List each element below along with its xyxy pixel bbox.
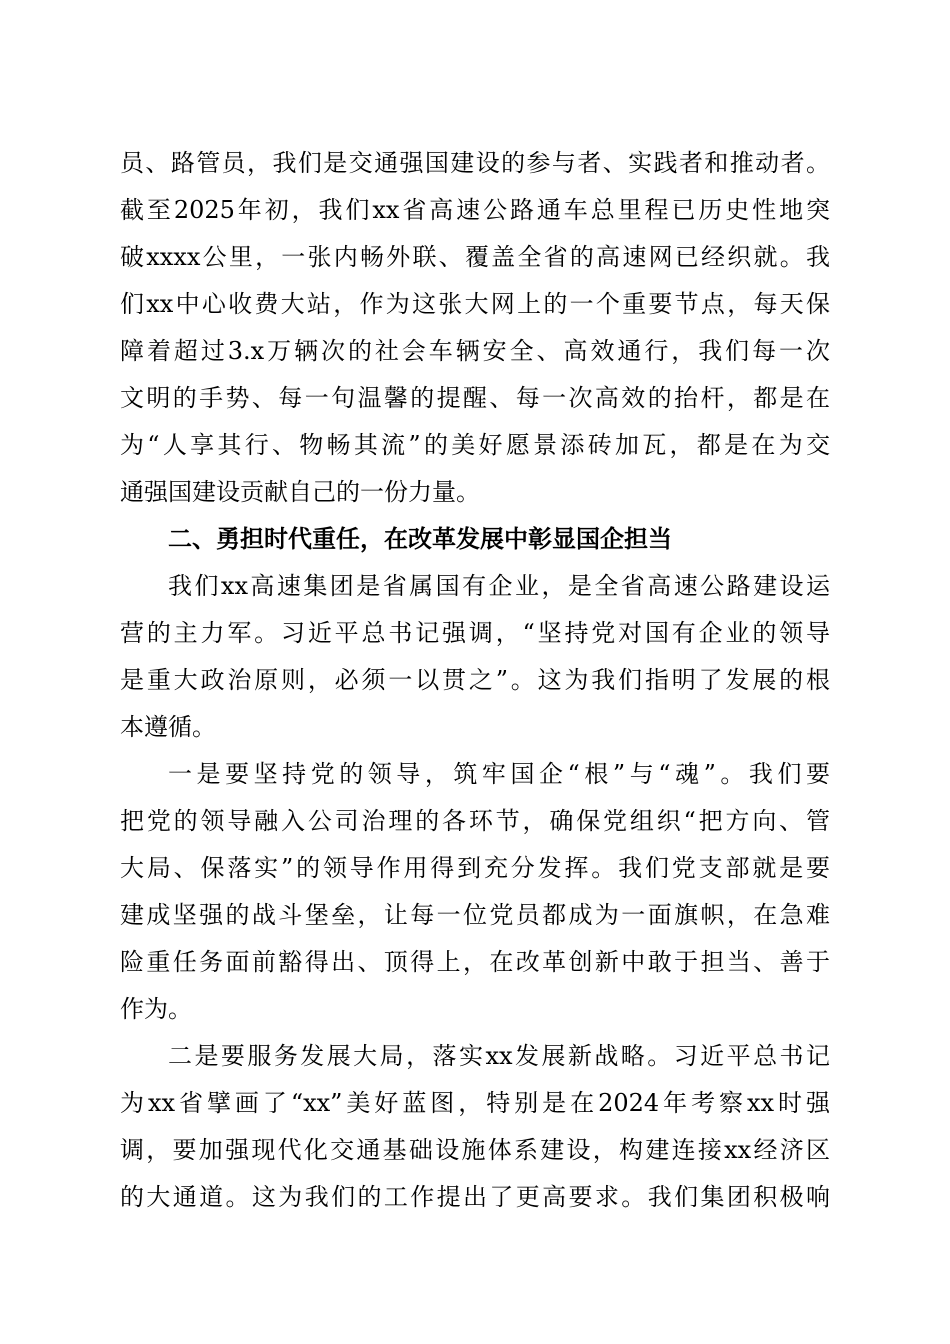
text-line: 为“人享其行、物畅其流”的美好愿景添砖加瓦，都是在为交	[120, 431, 830, 459]
text-line: 截至2025年初，我们xx省高速公路通车总里程已历史性地突	[120, 196, 830, 224]
text-line: 建成坚强的战斗堡垒，让每一位党员都成为一面旗帜，在急难	[120, 901, 830, 929]
text-line: 的大通道。这为我们的工作提出了更高要求。我们集团积极响	[120, 1183, 830, 1211]
section-heading: 二、勇担时代重任，在改革发展中彰显国企担当	[168, 524, 672, 553]
text-line: 本遵循。	[120, 713, 216, 741]
text-line: 二是要服务发展大局，落实xx发展新战略。习近平总书记	[168, 1042, 830, 1070]
text-line: 破xxxx公里，一张内畅外联、覆盖全省的高速网已经织就。我	[120, 243, 830, 271]
text-line: 作为。	[120, 995, 192, 1023]
text-line: 我们xx高速集团是省属国有企业，是全省高速公路建设运	[168, 572, 830, 600]
text-line: 是重大政治原则，必须一以贯之”。这为我们指明了发展的根	[120, 666, 830, 694]
text-line: 员、路管员，我们是交通强国建设的参与者、实践者和推动者。	[120, 149, 830, 177]
text-line: 调，要加强现代化交通基础设施体系建设，构建连接xx经济区	[120, 1136, 830, 1164]
text-line: 文明的手势、每一句温馨的提醒、每一次高效的抬杆，都是在	[120, 384, 830, 412]
text-line: 把党的领导融入公司治理的各环节，确保党组织“把方向、管	[120, 807, 830, 835]
text-line: 营的主力军。习近平总书记强调，“坚持党对国有企业的领导	[120, 619, 830, 647]
text-line: 们xx中心收费大站，作为这张大网上的一个重要节点，每天保	[120, 290, 830, 318]
text-line: 障着超过3.x万辆次的社会车辆安全、高效通行，我们每一次	[120, 337, 830, 365]
text-line: 大局、保落实”的领导作用得到充分发挥。我们党支部就是要	[120, 854, 830, 882]
text-line: 一是要坚持党的领导，筑牢国企“根”与“魂”。我们要	[168, 760, 830, 788]
text-line: 为xx省擘画了“xx”美好蓝图，特别是在2024年考察xx时强	[120, 1089, 830, 1117]
text-line: 通强国建设贡献自己的一份力量。	[120, 478, 480, 506]
text-line: 险重任务面前豁得出、顶得上，在改革创新中敢于担当、善于	[120, 948, 830, 976]
